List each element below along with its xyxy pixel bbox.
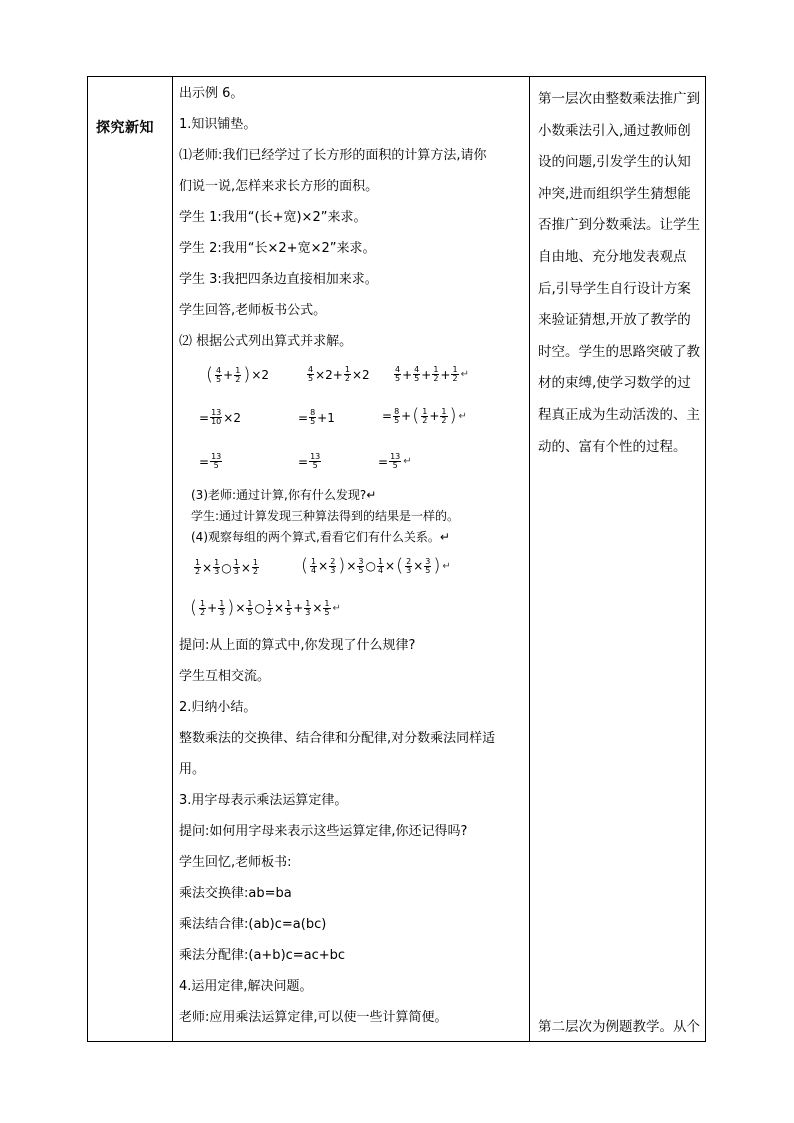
content-line: 学生 1:我用“(长+宽)×2”来求。 xyxy=(179,210,367,225)
law-expr-commutative: $\frac{1}{2}$ × $\frac{1}{3}$ ○ $\frac{1}{3}$ × $\frac{1}{2}$ xyxy=(195,558,258,576)
fraction: $\frac{4}{5}$ xyxy=(216,365,222,384)
fraction: $\frac{1}{3}$ xyxy=(219,598,225,617)
calc-3-step-1: $\frac{4}{5}$ + $\frac{4}{5}$ + $\frac{1}{2}$ + $\frac{1}{2}$ ↵ xyxy=(395,365,469,383)
content-line: 出示例 6。 xyxy=(179,86,244,101)
fraction: $\frac{13}{5}$ xyxy=(310,452,321,470)
content-line: 4.运用定律,解决问题。 xyxy=(179,979,313,994)
calc-3-step-3: = $\frac{13}{5}$ ↵ xyxy=(378,452,412,470)
calc-2-step-2: = $\frac{8}{5}$ + 1 xyxy=(298,408,335,426)
fraction: $\frac{1}{3}$ xyxy=(305,598,311,617)
content-line: 用。 xyxy=(179,762,206,777)
content-line: (3)老师:通过计算,你有什么发现?↵ xyxy=(191,488,377,502)
fraction: $\frac{1}{2}$ xyxy=(200,598,206,617)
content-line: 学生 3:我把四条边直接相加来求。 xyxy=(179,272,378,287)
fraction: $\frac{13}{5}$ xyxy=(390,452,401,470)
fraction: $\frac{1}{2}$ xyxy=(452,365,458,383)
content-line: 学生互相交流。 xyxy=(179,669,271,684)
content-line: 老师:应用乘法运算定律,可以使一些计算简便。 xyxy=(179,1010,448,1025)
calc-1-step-2: = $\frac{13}{10}$ × 2 xyxy=(199,408,241,426)
lesson-table xyxy=(87,76,706,1042)
column-divider xyxy=(529,77,530,1041)
design-note-continued: 第二层次为例题教学。从个 xyxy=(538,1019,700,1035)
phase-label: 探究新知 xyxy=(96,120,154,136)
fraction: $\frac{4}{5}$ xyxy=(395,365,401,383)
fraction: $\frac{4}{5}$ xyxy=(414,365,420,383)
fraction: $\frac{4}{5}$ xyxy=(308,365,314,383)
content-line: (4)观察每组的两个算式,看看它们有什么关系。↵ xyxy=(191,530,450,544)
fraction: $\frac{1}{2}$ xyxy=(344,365,350,383)
content-line: 乘法交换律:ab=ba xyxy=(179,886,292,901)
fraction: $\frac{13}{5}$ xyxy=(211,452,222,470)
fraction: $\frac{1}{2}$ xyxy=(252,558,258,576)
content-line: 乘法结合律:(ab)c=a(bc) xyxy=(179,917,327,932)
fraction: $\frac{2}{3}$ xyxy=(330,556,336,575)
law-expr-associative: ( $\frac{1}{4}$ × $\frac{2}{3}$ ) × $\frac{3}{5}$ ○ $\frac{1}{4}$ × ( $\frac{2}{3}$ × $\frac{3}{5}$ ) ↵ xyxy=(301,555,451,576)
fraction: $\frac{1}{2}$ xyxy=(422,406,428,425)
design-note: 第一层次由整数乘法推广到小数乘法引入,通过教师创设的问题,引发学生的认知冲突,进而组织学生猜想能否推广到分数乘法。让学生自由地、充分地发表观点后,引导学生自行设计方案来验证猜想,开放了教学的时空。学生的思路突破了教材的束缚,使学习数学的过程真正成为生动活泼的、主动的、富有个性的过程。 xyxy=(538,91,700,455)
content-line: ⑴老师:我们已经学过了长方形的面积的计算方法,请你 xyxy=(179,148,487,163)
calc-1-step-1: ( $\frac{4}{5}$ + $\frac{1}{2}$ ) × 2 xyxy=(206,364,270,385)
content-line: 学生:通过计算发现三种算法得到的结果是一样的。 xyxy=(191,509,460,523)
content-line: 2.归纳小结。 xyxy=(179,700,257,715)
fraction: $\frac{3}{5}$ xyxy=(358,556,364,575)
fraction: $\frac{1}{2}$ xyxy=(235,365,241,384)
fraction: $\frac{1}{3}$ xyxy=(214,558,220,576)
fraction: $\frac{1}{4}$ xyxy=(377,556,384,575)
column-divider xyxy=(172,77,173,1041)
fraction: $\frac{1}{2}$ xyxy=(433,365,439,383)
fraction: $\frac{3}{5}$ xyxy=(425,556,431,575)
fraction: $\frac{1}{2}$ xyxy=(266,598,273,617)
calc-2-step-1: $\frac{4}{5}$ × 2 + $\frac{1}{2}$ × 2 xyxy=(308,365,370,383)
calc-2-step-3: = $\frac{13}{5}$ xyxy=(298,452,321,470)
fraction: $\frac{1}{5}$ xyxy=(286,598,292,617)
fraction: $\frac{8}{5}$ xyxy=(394,406,400,425)
content-line: 3.用字母表示乘法运算定律。 xyxy=(179,793,348,808)
content-line: 整数乘法的交换律、结合律和分配律,对分数乘法同样适 xyxy=(179,731,496,746)
content-line: 1.知识铺垫。 xyxy=(179,117,257,132)
fraction: $\frac{1}{2}$ xyxy=(195,558,201,576)
content-line: 提问:从上面的算式中,你发现了什么规律? xyxy=(179,638,416,653)
content-line: 们说一说,怎样来求长方形的面积。 xyxy=(179,179,379,194)
fraction: $\frac{1}{2}$ xyxy=(441,406,447,425)
content-line: 学生回答,老师板书公式。 xyxy=(179,303,327,318)
content-line: 提问:如何用字母来表示这些运算定律,你还记得吗? xyxy=(179,824,468,839)
content-line: 学生回忆,老师板书: xyxy=(179,855,292,870)
content-line: ⑵ 根据公式列出算式并求解。 xyxy=(179,334,353,349)
fraction: $\frac{1}{3}$ xyxy=(233,558,239,576)
fraction: $\frac{1}{5}$ xyxy=(247,598,253,617)
fraction: $\frac{1}{5}$ xyxy=(324,598,330,617)
calc-3-step-2: = $\frac{8}{5}$ + ( $\frac{1}{2}$ + $\frac{1}{2}$ ) ↵ xyxy=(382,405,467,426)
law-expr-distributive: ( $\frac{1}{2}$ + $\frac{1}{3}$ ) × $\frac{1}{5}$ ○ $\frac{1}{2}$ × $\frac{1}{5}$ + $\frac{1}{3}$ × $\frac{1}{5}$ ↵ xyxy=(190,597,341,618)
content-line: 学生 2:我用“长×2+宽×2”来求。 xyxy=(179,241,376,256)
fraction: $\frac{8}{5}$ xyxy=(310,408,316,426)
content-line: 乘法分配律:(a+b)c=ac+bc xyxy=(179,948,346,963)
fraction: $\frac{13}{10}$ xyxy=(211,408,222,426)
calc-1-step-3: = $\frac{13}{5}$ xyxy=(199,452,222,470)
fraction: $\frac{1}{4}$ xyxy=(311,556,317,575)
fraction: $\frac{2}{3}$ xyxy=(406,556,412,575)
